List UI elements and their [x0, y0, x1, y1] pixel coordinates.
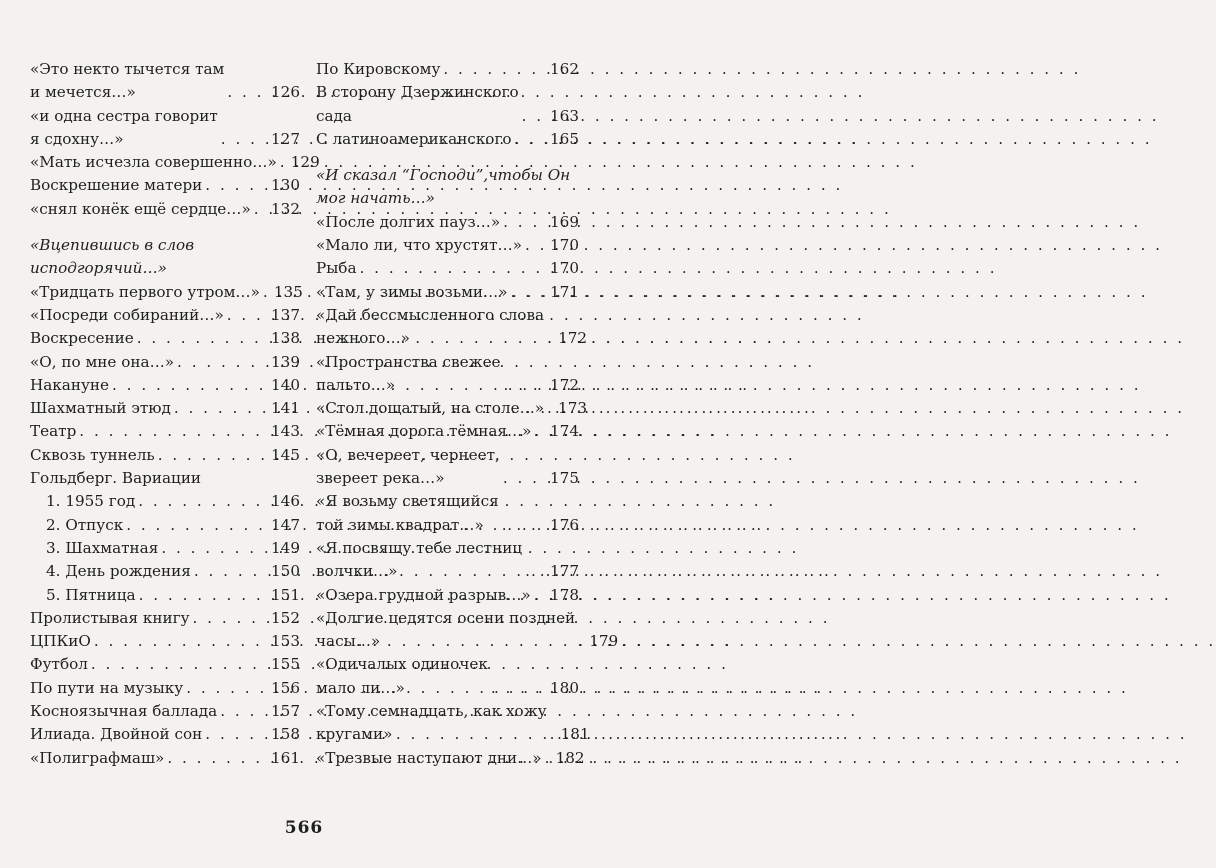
toc-entry-page: 175 — [550, 469, 579, 488]
toc-entry-title-line: ЦПКиО — [30, 632, 91, 651]
toc-entry[interactable] — [30, 560, 300, 583]
toc-entry-title — [316, 304, 544, 351]
toc-entry-title-line: «снял конёк ещё сердце…» — [30, 199, 251, 218]
toc-entry-title — [30, 584, 136, 607]
toc-entry-title — [30, 174, 202, 197]
toc-leader-dots — [138, 490, 268, 513]
toc-entry-title — [316, 281, 508, 304]
toc-entry[interactable] — [30, 723, 300, 746]
toc-leader-dots — [94, 630, 268, 653]
section-heading — [30, 234, 300, 281]
toc-entry-title — [30, 58, 224, 105]
toc-entry-title-line: нежного…» — [316, 329, 410, 348]
toc-entry[interactable] — [30, 700, 300, 723]
toc-entry-title — [316, 234, 522, 257]
section-heading-line: «Вцепившись в слов испод — [30, 236, 195, 278]
toc-leader-dots — [525, 560, 547, 583]
toc-entry[interactable] — [316, 584, 579, 607]
toc-leader-dots — [547, 397, 555, 420]
toc-entry-title — [30, 700, 217, 723]
toc-entry-page: 176 — [550, 515, 579, 534]
toc-leader-dots — [227, 81, 268, 104]
toc-entry[interactable] — [30, 281, 303, 304]
toc-entry[interactable] — [316, 747, 585, 770]
toc-leader-dots — [503, 467, 547, 490]
toc-entry[interactable] — [30, 630, 300, 653]
toc-entry-page: 173 — [558, 399, 588, 418]
toc-entry[interactable] — [30, 327, 300, 350]
toc-entry[interactable] — [30, 58, 300, 105]
toc-entry-title-line: Футбол — [30, 655, 88, 674]
toc-entry[interactable] — [316, 281, 579, 304]
toc-entry[interactable] — [316, 128, 579, 151]
toc-entry[interactable] — [30, 174, 300, 197]
toc-entry-page: 162 — [550, 60, 579, 78]
toc-entry[interactable] — [30, 677, 300, 700]
toc-entry-page: 165 — [550, 129, 579, 148]
toc-entry-title — [316, 747, 542, 770]
toc-entry-title — [30, 374, 109, 397]
toc-leader-dots — [491, 677, 547, 700]
toc-entry-title — [316, 58, 440, 81]
toc-leader-dots — [193, 607, 268, 630]
toc-entry-title-line: «Мало ли, что хрустят…» — [316, 236, 522, 255]
toc-entry[interactable] — [316, 490, 579, 537]
toc-entry-page: 137 — [271, 305, 300, 324]
toc-entry[interactable] — [316, 81, 579, 128]
toc-entry[interactable] — [30, 397, 300, 420]
toc-entry-page: 135 — [273, 282, 303, 301]
toc-leader-dots — [502, 514, 547, 537]
toc-entry-title — [30, 351, 174, 374]
toc-entry-title-line: 2. Отпуск — [46, 515, 124, 534]
toc-entry-page: 169 — [550, 212, 579, 231]
toc-entry[interactable] — [30, 514, 300, 537]
toc-entry-title — [30, 630, 91, 653]
toc-entry-page: 157 — [271, 702, 300, 721]
toc-entry-title — [316, 257, 357, 280]
section-heading-line: чтобы Он мог начать…» — [316, 166, 571, 208]
toc-entry-page: 141 — [271, 399, 300, 418]
toc-entry-title-line: «Пространства свежее — [316, 352, 501, 371]
toc-entry[interactable] — [30, 198, 300, 221]
toc-entry-title-line: сада — [316, 106, 352, 125]
toc-entry-title — [30, 747, 164, 770]
toc-entry-title — [30, 653, 88, 676]
toc-entry-title — [30, 514, 123, 537]
toc-entry-page: 140 — [271, 375, 300, 394]
toc-entry[interactable] — [316, 304, 588, 351]
toc-entry[interactable] — [30, 467, 300, 490]
toc-entry-title-line: кругами» — [316, 725, 393, 744]
toc-entry[interactable] — [316, 444, 579, 491]
toc-entry-title-line: «Мать исчезла совершенно…» — [30, 153, 277, 172]
toc-entry-title — [316, 700, 547, 747]
toc-left-column — [30, 58, 320, 770]
toc-entry[interactable] — [30, 420, 300, 443]
toc-entry-title — [316, 490, 499, 537]
toc-entry-page: 151 — [271, 585, 300, 604]
toc-entry[interactable] — [316, 257, 579, 280]
toc-entry[interactable] — [30, 444, 300, 467]
toc-entry-title-line: Воскрешение матери — [30, 176, 203, 195]
toc-leader-dots — [280, 151, 288, 174]
toc-entry[interactable] — [316, 537, 579, 584]
toc-entry[interactable] — [316, 420, 579, 443]
toc-entry-title-line: Театр — [30, 422, 77, 441]
toc-entry-title — [316, 397, 544, 420]
toc-entry-title-line: Илиада. Двойной сон — [30, 725, 203, 744]
toc-entry-title-line: Накануне — [30, 375, 110, 394]
toc-entry[interactable] — [30, 374, 300, 397]
section-gap — [316, 151, 579, 164]
toc-entry-title — [30, 420, 76, 443]
toc-entry-title-line: «Тому семнадцать, как хожу — [316, 702, 547, 721]
toc-entry-title-line: «Там, у зимы возьми…» — [316, 282, 508, 301]
section-heading-line: «И сказал “Господи”, — [316, 166, 489, 185]
toc-leader-dots — [545, 747, 553, 770]
toc-leader-dots — [112, 374, 268, 397]
toc-entry-title — [30, 723, 202, 746]
toc-entry-title-line: той зимы квадрат…» — [316, 515, 484, 534]
toc-entry-page: 152 — [271, 608, 300, 627]
toc-entry[interactable] — [30, 607, 300, 630]
toc-entry-page: 177 — [550, 562, 579, 581]
toc-leader-dots — [158, 444, 268, 467]
toc-entry-page: 158 — [271, 725, 300, 744]
toc-entry-title-line: 3. Шахматная — [46, 538, 159, 557]
toc-leader-dots — [220, 700, 268, 723]
toc-entry-page: 170 — [550, 259, 579, 278]
toc-entry-page: 143 — [271, 422, 300, 441]
toc-entry-title-line: мало ли…» — [316, 678, 405, 697]
toc-entry-title — [30, 467, 201, 490]
toc-entry-title-line: «Долгие цедятся осени поздней — [316, 608, 576, 627]
toc-entry-title-line: «Полиграфмаш» — [30, 748, 165, 767]
toc-leader-dots — [534, 584, 547, 607]
toc-leader-dots — [511, 281, 547, 304]
toc-leader-dots — [578, 630, 586, 653]
toc-leader-dots — [91, 653, 268, 676]
toc-entry-title — [30, 677, 183, 700]
toc-entry-title-line: 4. День рождения — [46, 562, 191, 581]
toc-entry-page: 155 — [271, 655, 300, 674]
toc-entry[interactable] — [30, 490, 300, 513]
toc-entry-title-line: «Я возьму светящийся — [316, 492, 499, 511]
toc-entry-page: 126 — [271, 83, 300, 102]
toc-entry-title-line: Воскресение — [30, 329, 134, 348]
toc-entry-page: 182 — [555, 748, 585, 767]
toc-entry-title — [30, 444, 155, 467]
toc-entry-title-line: По пути на музыку — [30, 678, 184, 697]
toc-entry-page: 174 — [550, 422, 579, 441]
toc-entry-page: 150 — [271, 562, 300, 581]
toc-leader-dots — [227, 304, 268, 327]
toc-entry-title-line: По Кировскому — [316, 60, 441, 78]
toc-leader-dots — [534, 420, 547, 443]
toc-entry-page: 130 — [271, 176, 300, 195]
toc-entry-title — [316, 211, 500, 234]
toc-entry[interactable] — [316, 607, 619, 654]
toc-entry-title-line: и мечется…» — [30, 83, 136, 102]
toc-entry-title-line: В сторону Дзержинского — [316, 83, 519, 102]
toc-entry-title — [30, 607, 190, 630]
toc-entry-title-line: Косноязычная баллада — [30, 702, 218, 721]
toc-entry-title-line: звереет река…» — [316, 469, 445, 488]
toc-entry[interactable] — [30, 653, 300, 676]
toc-leader-dots — [515, 128, 547, 151]
toc-entry-page: 132 — [271, 199, 300, 218]
toc-leader-dots — [186, 677, 268, 700]
toc-entry-page: 127 — [271, 129, 300, 148]
toc-entry-page: 171 — [550, 282, 579, 301]
toc-entry-title-line: Шахматный этюд — [30, 399, 171, 418]
section-heading-line: горячий…» — [76, 259, 167, 278]
toc-entry-title-line: «Тёмная дорога тёмная…» — [316, 422, 532, 441]
toc-entry-page: 156 — [271, 678, 300, 697]
toc-entry[interactable] — [30, 747, 300, 770]
toc-entry[interactable] — [30, 351, 300, 374]
toc-leader-dots — [205, 174, 268, 197]
toc-entry[interactable] — [316, 653, 579, 700]
toc-leader-dots — [167, 747, 268, 770]
toc-entry-title-line: С латиноамериканского — [316, 129, 512, 148]
toc-entry-title — [30, 151, 277, 174]
toc-entry-page: 138 — [271, 329, 300, 348]
toc-entry-page: 180 — [550, 678, 579, 697]
toc-entry-title-line: часы…» — [316, 632, 381, 651]
toc-entry-page: 129 — [290, 153, 320, 172]
toc-leader-dots — [504, 374, 547, 397]
toc-entry-title — [30, 560, 191, 583]
toc-leader-dots — [126, 514, 268, 537]
toc-leader-dots — [137, 327, 268, 350]
toc-entry-title-line: «Тридцать первого утром…» — [30, 282, 260, 301]
toc-leader-dots — [522, 105, 547, 128]
toc-entry[interactable] — [30, 151, 320, 174]
toc-entry-title — [30, 281, 260, 304]
toc-entry[interactable] — [30, 105, 300, 152]
toc-entry[interactable] — [316, 234, 579, 257]
toc-entry-title-line: «Стол дощатый, на столе…» — [316, 399, 545, 418]
toc-entry-title-line: «Я посвящу тебе лестниц — [316, 538, 523, 557]
toc-right-column — [316, 58, 619, 770]
toc-entry-title-line: «О, по мне она…» — [30, 352, 175, 371]
toc-leader-dots — [139, 584, 268, 607]
toc-entry-page: 163 — [550, 106, 579, 125]
toc-entry-title-line: 1. 1955 год — [46, 492, 136, 511]
toc-entry-title-line: пальто…» — [316, 375, 396, 394]
toc-entry[interactable] — [316, 58, 579, 81]
toc-entry[interactable] — [316, 397, 588, 420]
toc-entry-title — [316, 81, 519, 128]
toc-entry-title-line: Пролистывая книгу — [30, 608, 190, 627]
toc-entry-page: 153 — [271, 632, 300, 651]
toc-entry-title-line: «Посреди собираний…» — [30, 305, 224, 324]
toc-entry-title — [316, 351, 501, 398]
toc-entry-title — [30, 490, 135, 513]
toc-leader-dots — [194, 560, 268, 583]
section-gap — [30, 221, 300, 234]
toc-entry[interactable] — [316, 211, 579, 234]
toc-entry-title — [316, 537, 522, 584]
toc-entry-page: 145 — [271, 445, 300, 464]
toc-entry-title — [30, 198, 251, 221]
toc-leader-dots — [205, 723, 268, 746]
toc-leader-dots — [79, 420, 268, 443]
toc-entry-title-line: «Трезвые наступают дни…» — [316, 748, 542, 767]
section-heading — [316, 164, 579, 211]
toc-entry-page: 170 — [550, 236, 579, 255]
toc-entry-page: 161 — [271, 748, 300, 767]
toc-entry[interactable] — [30, 304, 300, 327]
toc-entry-page: 149 — [271, 538, 300, 557]
toc-entry-page: 147 — [271, 515, 300, 534]
toc-entry-title — [316, 653, 488, 700]
toc-entry-title — [316, 607, 575, 654]
toc-entry-title-line: «Озера грудной разрыв…» — [316, 585, 531, 604]
toc-entry[interactable] — [30, 584, 300, 607]
toc-entry[interactable] — [316, 700, 590, 747]
toc-entry-title — [30, 537, 158, 560]
toc-leader-dots — [221, 128, 268, 151]
toc-entry-title — [30, 105, 218, 152]
toc-entry-title-line: «О, вечереет, чернеет, — [316, 445, 500, 464]
toc-entry-title-line: Сквозь туннель — [30, 445, 155, 464]
toc-entry-title-line: 5. Пятница — [46, 585, 136, 604]
toc-entry-page: 181 — [560, 725, 590, 744]
toc-entry-title — [316, 420, 531, 443]
toc-leader-dots — [254, 198, 268, 221]
toc-entry-title — [316, 444, 500, 491]
toc-entry-page: 146 — [271, 492, 300, 511]
toc-entry[interactable] — [316, 351, 579, 398]
toc-entry-title-line: Гольдберг. Вариации — [30, 469, 202, 488]
toc-entry-title-line: «и одна сестра говорит — [30, 106, 218, 125]
toc-entry-title — [30, 327, 134, 350]
toc-leader-dots — [443, 58, 547, 81]
toc-leader-dots — [503, 211, 547, 234]
toc-entry-title-line: «Одичалых одиночек — [316, 655, 488, 674]
toc-entry-title-line: «После долгих пауз…» — [316, 212, 501, 231]
toc-entry-title-line: «Это некто тычется там — [30, 60, 225, 78]
toc-entry-page: 178 — [550, 585, 579, 604]
toc-entry-title — [316, 128, 512, 151]
toc-entry-title-line: «Дай бессмысленного слова — [316, 305, 545, 324]
toc-entry-title-line: я сдохну…» — [30, 129, 124, 148]
toc-entry-page: 172 — [550, 375, 579, 394]
toc-entry-title — [30, 304, 224, 327]
toc-entry-title-line: волчки…» — [316, 562, 398, 581]
page-number: 566 — [284, 818, 324, 838]
toc-entry[interactable] — [30, 537, 300, 560]
toc-leader-dots — [161, 537, 268, 560]
toc-leader-dots — [177, 351, 268, 374]
toc-entry-title — [30, 397, 171, 420]
toc-leader-dots — [525, 234, 547, 257]
toc-leader-dots — [174, 397, 268, 420]
toc-leader-dots — [360, 257, 547, 280]
toc-entry-title — [316, 584, 531, 607]
toc-entry-title-line: Рыба — [316, 259, 357, 278]
toc-entry-page: 172 — [558, 329, 588, 348]
toc-leader-dots — [263, 281, 271, 304]
toc-leader-dots — [547, 327, 555, 350]
toc-leader-dots — [550, 723, 558, 746]
toc-entry-page: 139 — [271, 352, 300, 371]
toc-entry-page: 179 — [589, 632, 619, 651]
